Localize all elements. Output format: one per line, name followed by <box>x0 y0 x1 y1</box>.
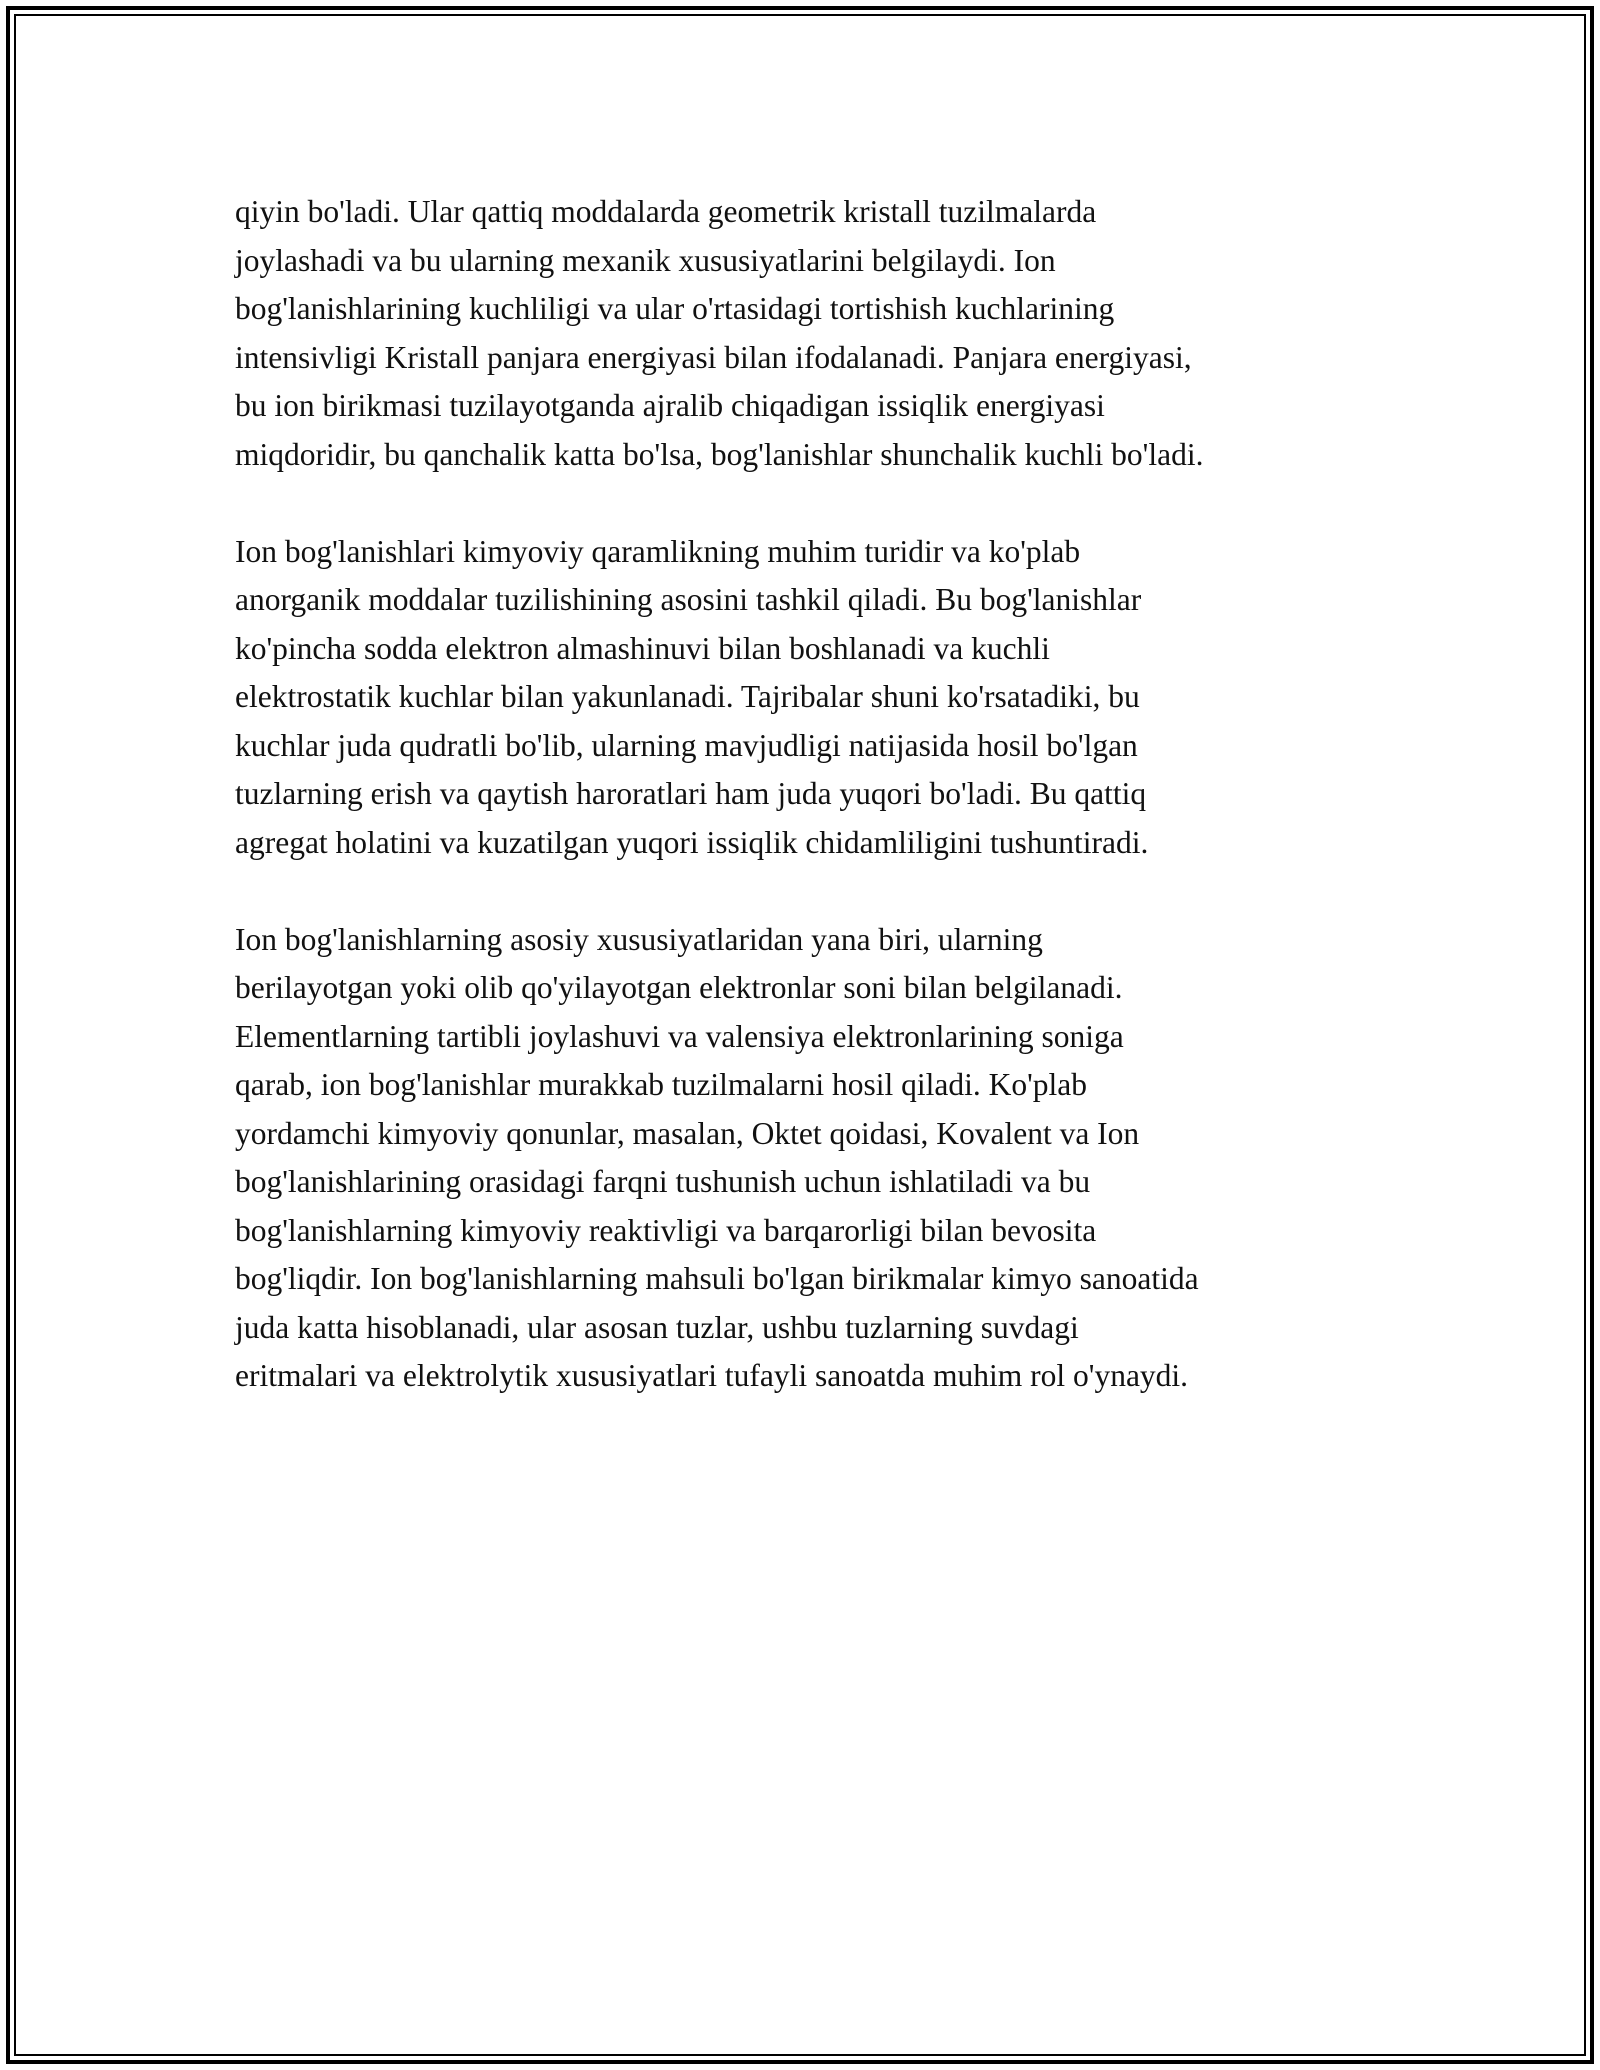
text-line: kuchlar juda qudratli bo'lib, ularning mavjudligi natijasida hosil bo'lgan <box>235 727 1138 763</box>
text-line: juda katta hisoblanadi, ular asosan tuzlar, ushbu tuzlarning suvdagi <box>235 1309 1079 1345</box>
text-line: qarab, ion bog'lanishlar murakkab tuzilmalarni hosil qiladi. Ko'plab <box>235 1067 1088 1102</box>
paragraph-2 <box>235 528 1385 868</box>
text-line: elektrostatik kuchlar bilan yakunlanadi. Tajribalar shuni ko'rsatadiki, bu <box>235 679 1140 714</box>
text-line: ko'pincha sodda elektron almashinuvi bilan boshlanadi va kuchli <box>235 630 1050 666</box>
text-line: miqdoridir, bu qanchalik katta bo'lsa, bog'lanishlar shunchalik kuchli bo'ladi. <box>235 436 1204 472</box>
text-line: bog'lanishlarning kimyoviy reaktivligi va barqarorligi bilan bevosita <box>235 1212 1097 1248</box>
text-line: qiyin bo'ladi. Ular qattiq moddalarda geometrik kristall tuzilmalarda <box>235 194 1097 229</box>
text-line: Ion bog'lanishlari kimyoviy qaramlikning muhim turidir va ko'plab <box>235 533 1081 569</box>
text-line: joylashadi va bu ularning mexanik xususiyatlarini belgilaydi. Ion <box>235 242 1056 278</box>
text-line: yordamchi kimyoviy qonunlar, masalan, Oktet qoidasi, Kovalent va Ion <box>235 1115 1140 1151</box>
paragraph-3 <box>235 916 1385 1401</box>
text-line: intensivligi Kristall panjara energiyasi bilan ifodalanadi. Panjara energiyasi, <box>235 339 1192 375</box>
paragraph-1 <box>235 188 1385 479</box>
text-line: berilayotgan yoki olib qo'yilayotgan elektronlar soni bilan belgilanadi. <box>235 970 1123 1005</box>
text-line: eritmalari va elektrolytik xususiyatlari tufayli sanoatda muhim rol o'ynaydi. <box>235 1358 1189 1393</box>
text-line: bog'lanishlarining kuchliligi va ular o'rtasidagi tortishish kuchlarining <box>235 291 1115 326</box>
text-line: Ion bog'lanishlarning asosiy xususiyatlaridan yana biri, ularning <box>235 921 1043 957</box>
document-body <box>235 188 1385 1449</box>
text-line: bu ion birikmasi tuzilayotganda ajralib chiqadigan issiqlik energiyasi <box>235 388 1105 423</box>
text-line: tuzlarning erish va qaytish haroratlari ham juda yuqori bo'ladi. Bu qattiq <box>235 776 1147 811</box>
text-line: Elementlarning tartibli joylashuvi va valensiya elektronlarining soniga <box>235 1018 1124 1054</box>
text-line: anorganik moddalar tuzilishining asosini tashkil qiladi. Bu bog'lanishlar <box>235 582 1142 617</box>
text-line: bog'liqdir. Ion bog'lanishlarning mahsuli bo'lgan birikmalar kimyo sanoatida <box>235 1261 1199 1296</box>
text-line: agregat holatini va kuzatilgan yuqori issiqlik chidamliligini tushuntiradi. <box>235 824 1149 860</box>
text-line: bog'lanishlarining orasidagi farqni tushunish uchun ishlatiladi va bu <box>235 1164 1091 1199</box>
